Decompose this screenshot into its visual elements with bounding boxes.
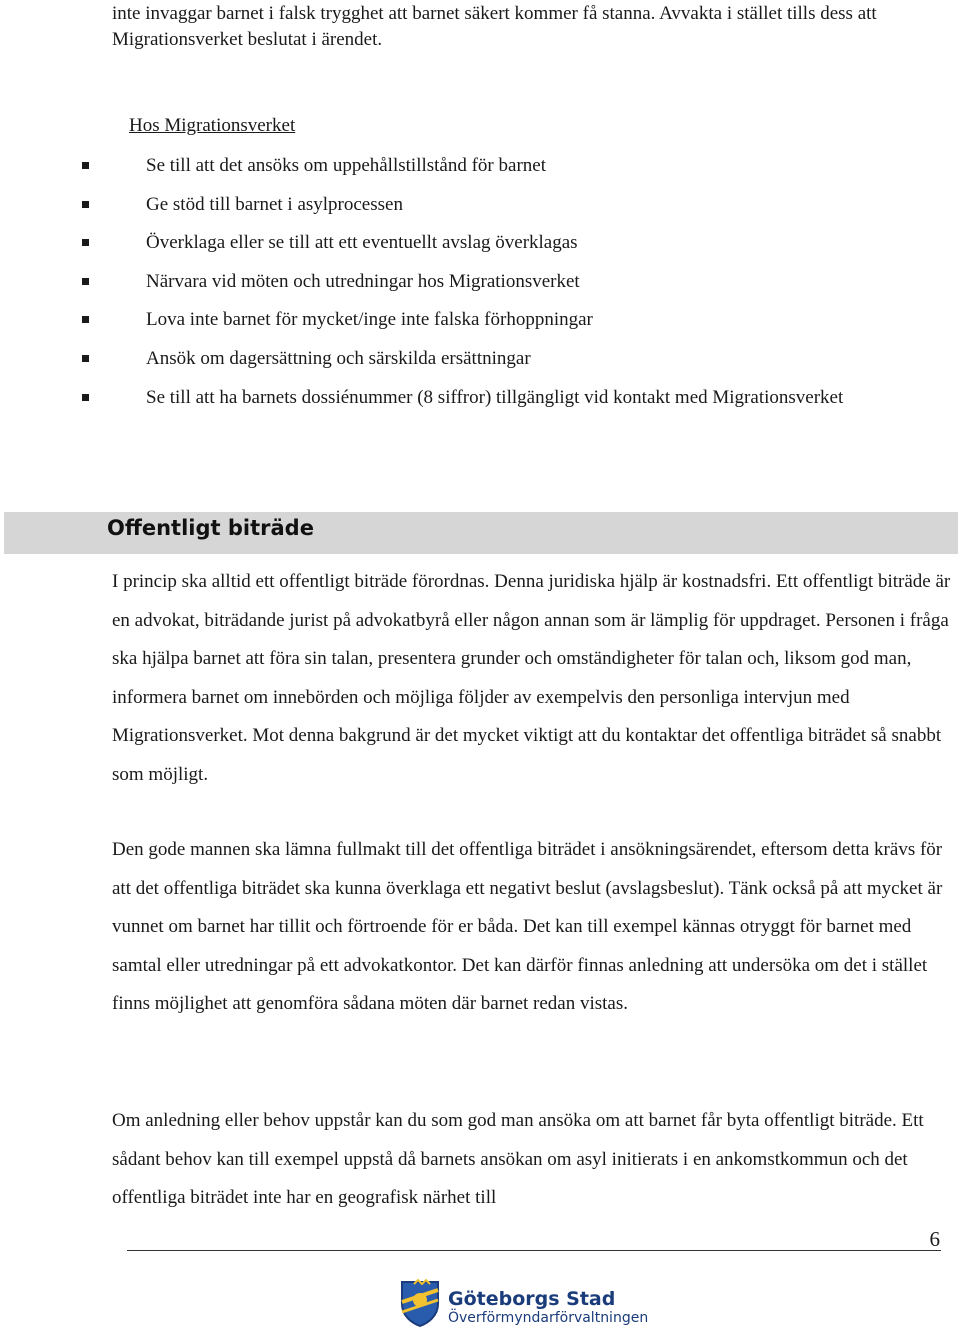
- body-paragraph: Den gode mannen ska lämna fullmakt till det offentliga biträdet i ansökningsärendet, eftersom detta krävs för att det offentliga biträdet ska kunna överklaga ett negativt beslut (avslagsbeslut). Tänk också på att mycket är vunnet om barnet har tillit och förtroende för er båda. Det kan till exempel kännas otryggt för barnet med samtal eller utredningar på ett advokatkontor. Det kan därför finnas anledning att undersöka om det i stället finns möjlighet att genomföra sådana möten där barnet redan vistas.: [112, 839, 943, 1015]
- list-item: [0, 340, 846, 379]
- bullet-square-icon: [82, 162, 89, 169]
- bullet-square-icon: [82, 355, 89, 362]
- bullet-square-icon: [82, 394, 89, 401]
- list-item: [0, 263, 846, 302]
- migrationsverket-heading: Hos Migrationsverket: [129, 115, 296, 136]
- city-coat-of-arms-icon: [398, 1278, 442, 1328]
- list-item: [0, 379, 846, 418]
- logo-title: Göteborgs Stad: [448, 1288, 616, 1310]
- footer-rule: [127, 1250, 941, 1251]
- body-paragraph: I princip ska alltid ett offentligt biträde förordnas. Denna juridiska hjälp är kostnadsfri. Ett offentligt biträde är en advokat, biträdande jurist på advokatbyrå eller någon annan som är lämplig för uppdraget. Personen i fråga ska hjälpa barnet att föra sin talan, presentera grunder och omständigheter för talan och, liksom god man, informera barnet om innebörden och möjliga följder av exempelvis den personliga intervjun med Migrationsverket. Mot denna bakgrund är det mycket viktigt att du kontaktar det offentliga biträdet så snabbt som möjligt.: [112, 571, 951, 785]
- bullet-text: Lova inte barnet för mycket/inge inte falska förhoppningar: [146, 309, 593, 331]
- logo-subtitle: Överförmyndarförvaltningen: [448, 1310, 649, 1326]
- bullet-text: Ansök om dagersättning och särskilda ersättningar: [146, 347, 531, 369]
- section-heading-band: [4, 512, 958, 554]
- bullet-text: Ge stöd till barnet i asylprocessen: [146, 193, 403, 215]
- list-item: [0, 186, 846, 225]
- bullet-square-icon: [82, 316, 89, 323]
- body-paragraph: Om anledning eller behov uppstår kan du som god man ansöka om att barnet får byta offentligt biträde. Ett sådant behov kan till exempel uppstå då barnets ansökan om asyl initierats i en ankomstkommun och det offentliga biträdet inte har en geografisk närhet till: [112, 1110, 924, 1209]
- footer-logo-text: [448, 1288, 648, 1326]
- section-heading: Offentligt biträde: [107, 516, 314, 540]
- bullet-square-icon: [82, 239, 89, 246]
- list-item: [0, 301, 846, 340]
- bullet-square-icon: [82, 278, 89, 285]
- migrationsverket-bullet-list: [0, 147, 960, 417]
- bullet-text: Se till att ha barnets dossiénummer (8 siffror) tillgängligt vid kontakt med Migrationsverket: [146, 386, 844, 408]
- list-item: [0, 224, 846, 263]
- bullet-text: Närvara vid möten och utredningar hos Migrationsverket: [146, 270, 580, 292]
- list-item: [0, 147, 846, 186]
- intro-paragraph: inte invaggar barnet i falsk trygghet att barnet säkert kommer få stanna. Avvakta i stället tills dess att Migrationsverket beslutat i ärendet.: [112, 3, 877, 50]
- bullet-square-icon: [82, 201, 89, 208]
- bullet-text: Se till att det ansöks om uppehållstillstånd för barnet: [146, 155, 546, 176]
- page-number: 6: [929, 1227, 940, 1251]
- bullet-text: Överklaga eller se till att ett eventuellt avslag överklagas: [146, 232, 578, 254]
